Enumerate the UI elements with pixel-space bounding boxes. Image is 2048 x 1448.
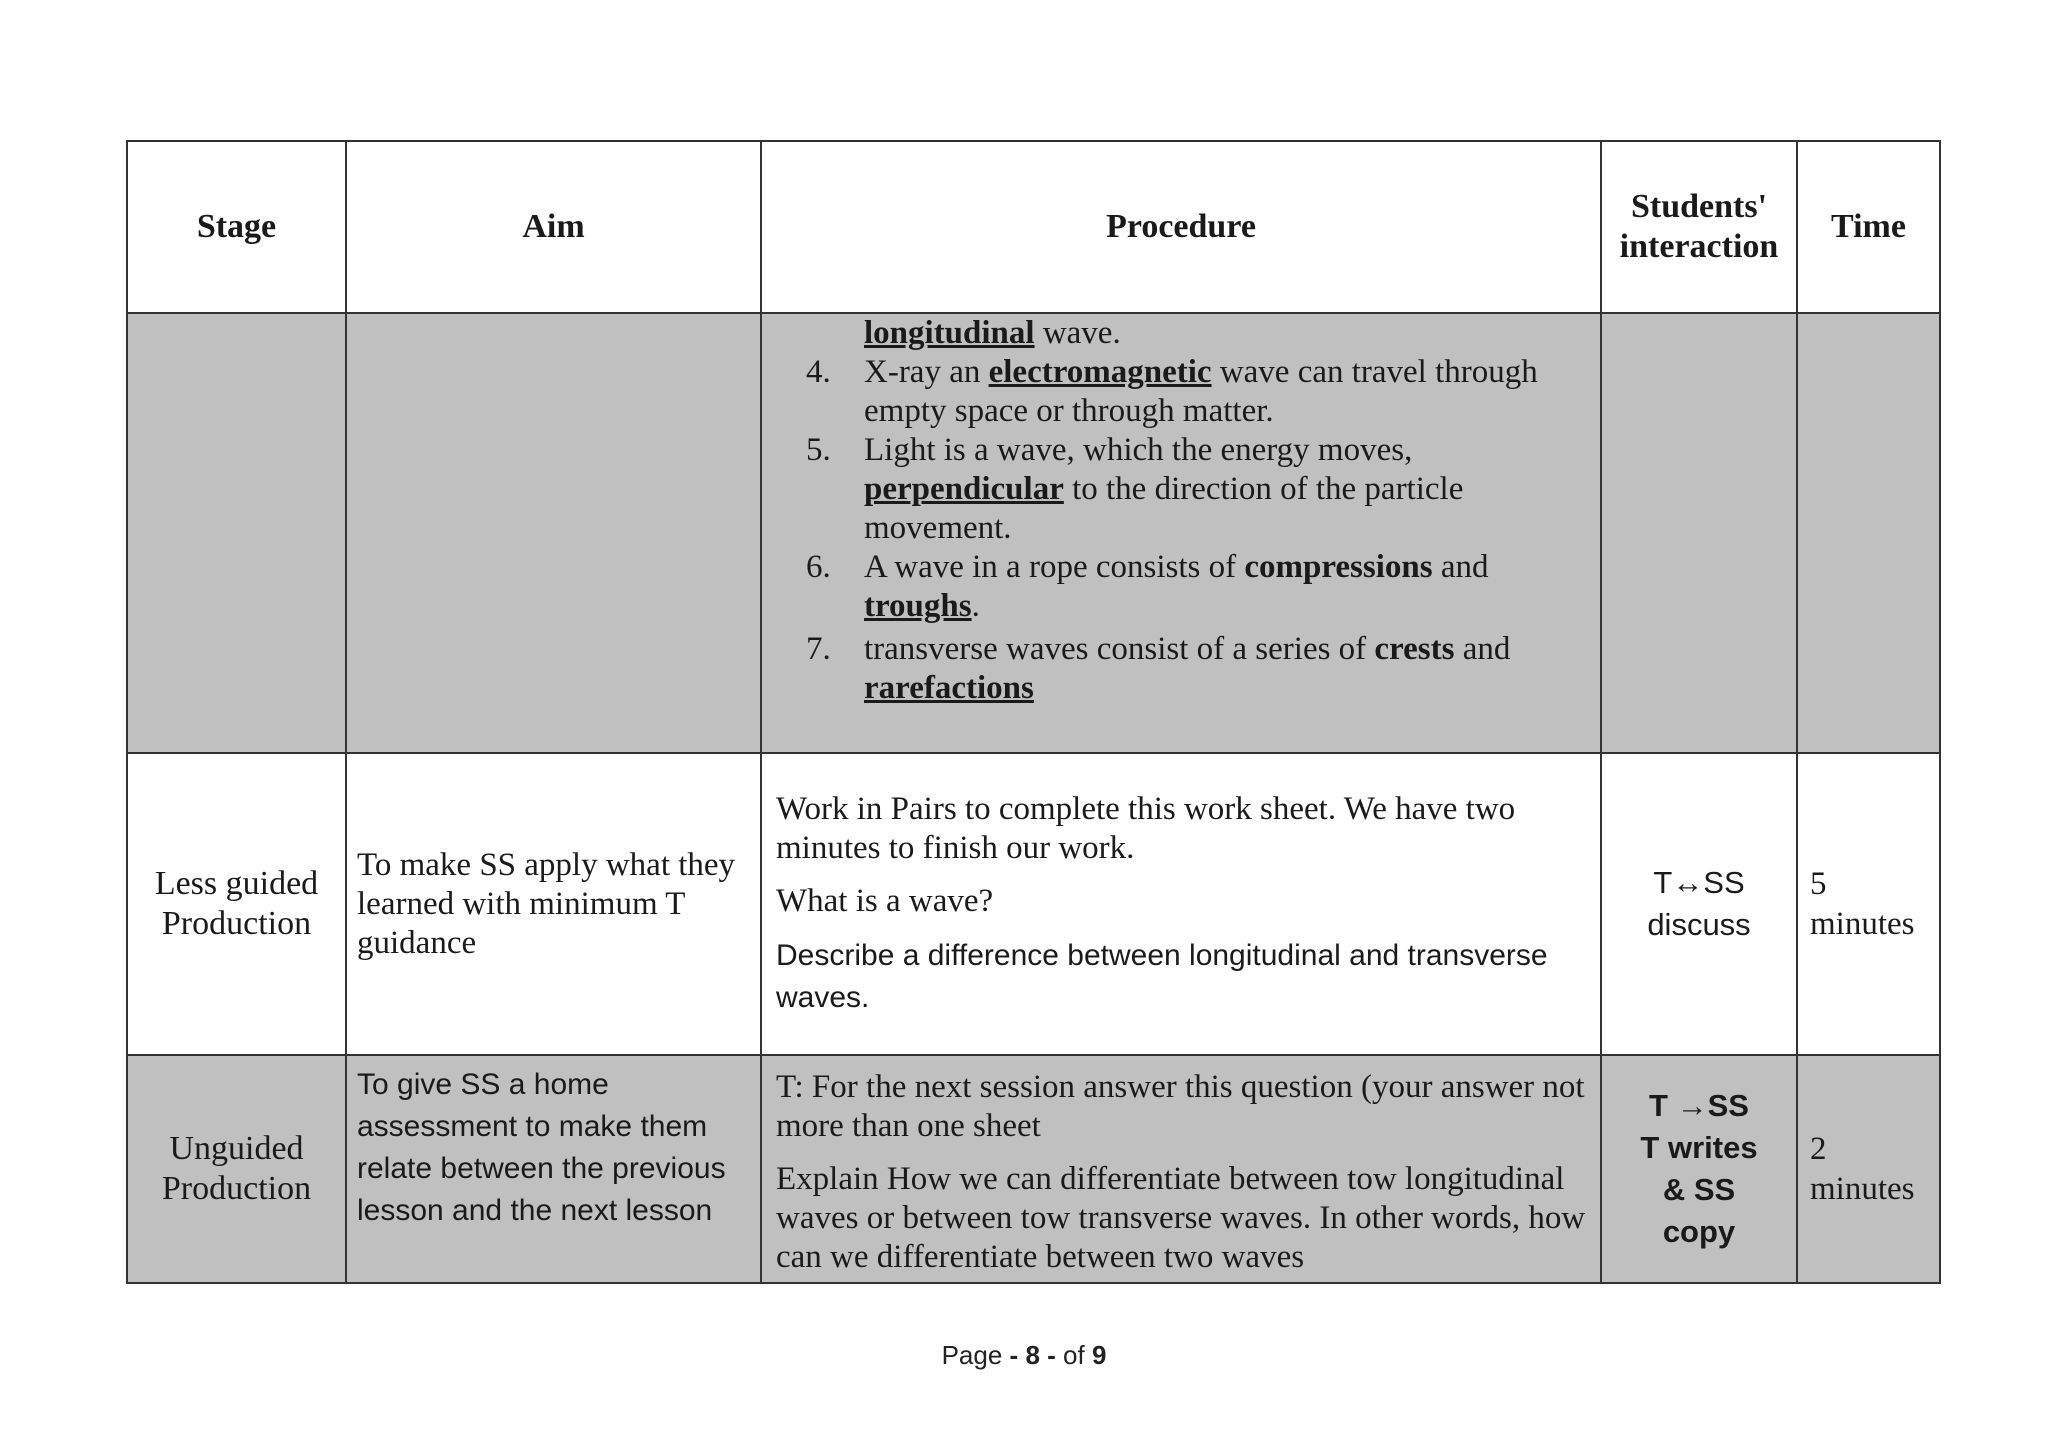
text: and [1454,631,1511,667]
keyword: troughs [864,588,972,624]
header-interaction-line-1: Students' [1630,188,1768,225]
cell-time [1797,753,1940,1055]
procedure-instruction: T: For the next session answer this question (your answer not more than one sheet [776,1069,1585,1144]
cell-stage [127,1055,346,1283]
cell-interaction [1601,1055,1797,1283]
keyword: rarefactions [864,670,1034,706]
stage-line-2: Production [161,905,312,942]
header-aim: Aim [346,141,761,313]
list-continuation [776,314,1586,353]
cell-procedure [761,753,1601,1055]
list-item [776,630,1586,708]
footer-of: of [1063,1340,1092,1370]
text: Light is a wave, which the energy moves, [864,432,1413,468]
question-list [776,353,1586,708]
interaction-line-2: T writes [1640,1130,1758,1165]
header-row [127,141,1940,313]
list-item [776,353,1586,431]
list-number: 7. [806,631,831,667]
footer-dash: - [1009,1340,1026,1370]
keyword: compressions [1244,549,1433,585]
cell-stage-empty [127,313,346,753]
cell-aim: To give SS a home assessment to make them relate between the previous lesson and the next lesson [346,1055,761,1283]
footer-total-pages: 9 [1091,1340,1107,1370]
header-interaction-line-2: interaction [1619,228,1779,265]
time-unit: minutes [1810,1171,1915,1207]
cell-interaction [1601,753,1797,1055]
cell-interaction-empty [1601,313,1797,753]
header-procedure: Procedure [761,141,1601,313]
text: X-ray an [864,354,989,390]
stage-line-2: Production [161,1170,312,1207]
text: and [1432,549,1489,585]
text: transverse waves consist of a series of [864,631,1375,667]
procedure-question: Explain How we can differentiate between tow longitudinal waves or between tow transverse waves. In other words, how can we differentiate between two waves [776,1161,1586,1275]
interaction-line-1: T →SS [1649,1088,1749,1123]
table-row [127,1055,1940,1283]
time-unit: minutes [1810,906,1915,942]
procedure-question: What is a wave? [776,882,994,919]
procedure-task: Describe a difference between longitudinal and transverse waves. [776,938,1548,1014]
time-value: 5 [1810,866,1827,902]
keyword: perpendicular [864,471,1064,507]
cell-stage [127,753,346,1055]
time-value: 2 [1810,1131,1827,1167]
table-row [127,313,1940,753]
cell-aim-empty [346,313,761,753]
cell-time [1797,1055,1940,1283]
list-number: 6. [806,549,831,585]
text: . [971,588,980,624]
text: to the direction of the particle movement. [864,471,1464,546]
stage-line-1: Unguided [169,1130,304,1167]
list-item [776,431,1586,548]
header-students-interaction [1601,141,1797,313]
procedure-instruction: Work in Pairs to complete this work sheet. We have two minutes to finish our work. [776,790,1516,866]
footer-dash: - [1039,1340,1064,1370]
table-row [127,753,1940,1055]
text: A wave in a rope consists of [864,549,1245,585]
cell-time-empty [1797,313,1940,753]
cell-procedure-list [761,313,1601,753]
lesson-plan-table [126,140,1941,1284]
keyword: crests [1374,631,1455,667]
cell-aim: To make SS apply what they learned with minimum T guidance [346,753,761,1055]
header-time: Time [1797,141,1940,313]
interaction-line-4: copy [1662,1214,1736,1249]
text: wave can travel through empty space or through matter. [864,354,1538,429]
footer-page-number: 8 [1025,1340,1040,1370]
header-stage: Stage [127,141,346,313]
cell-procedure [761,1055,1601,1283]
text: wave. [1034,315,1121,351]
keyword: electromagnetic [988,354,1212,390]
list-number: 4. [806,354,831,390]
list-number: 5. [806,432,831,468]
list-item [776,548,1586,626]
keyword: longitudinal [864,315,1035,351]
interaction-line-2: discuss [1647,907,1751,942]
interaction-line-3: & SS [1662,1172,1736,1207]
footer-page-label: Page [941,1340,1010,1370]
stage-line-1: Less guided [154,865,319,902]
page-footer [0,1340,2048,1371]
interaction-line-1: T↔SS [1653,865,1745,900]
